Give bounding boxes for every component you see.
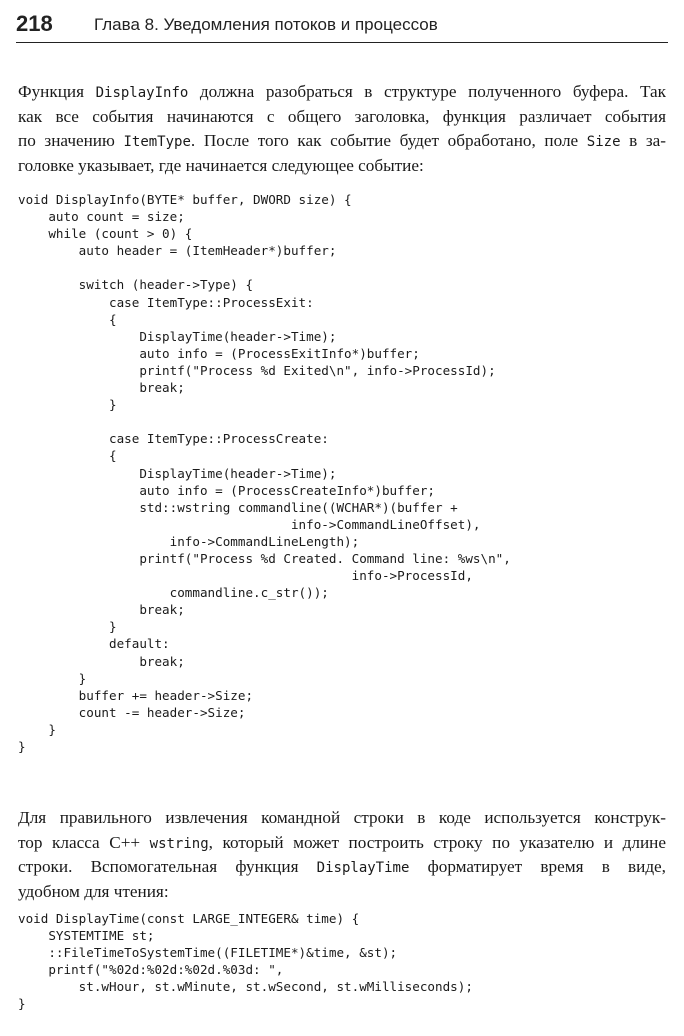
code-line: } <box>18 739 26 754</box>
code-line: { <box>18 311 117 327</box>
inline-code: wstring <box>149 835 209 852</box>
paragraph-line <box>18 831 666 856</box>
code-line: void DisplayInfo(BYTE* buffer, DWORD size) { <box>18 192 352 207</box>
code-line: auto header = (ItemHeader*)buffer; <box>18 243 337 259</box>
text-run: по значению <box>18 131 124 150</box>
code-line: commandline.c_str()); <box>18 585 329 601</box>
text-run: Для правильного извлечения командной строки в коде используется конструк- <box>18 808 666 827</box>
code-line: auto count = size; <box>18 209 185 225</box>
inline-code: Size <box>586 134 621 150</box>
paragraph-line <box>18 880 666 905</box>
text-run: строки. Вспомогательная функция <box>18 857 317 876</box>
code-line: printf("Process %d Created. Command line: %ws\n", <box>18 550 511 566</box>
code-line <box>18 413 668 430</box>
text-run: головке указывает, где начинается следующее событие: <box>18 155 424 175</box>
code-line: info->ProcessId, <box>18 568 473 584</box>
code-line: st.wHour, st.wMinute, st.wSecond, st.wMilliseconds); <box>18 979 473 995</box>
code-line: printf("%02d:%02d:%02d.%03d: ", <box>18 962 284 978</box>
code-line: std::wstring commandline((WCHAR*)(buffer + <box>18 499 458 515</box>
code-line: count -= header->Size; <box>18 704 246 720</box>
code-line: } <box>18 397 117 413</box>
code-line: DisplayTime(header->Time); <box>18 328 337 344</box>
text-run: тор класса C++ <box>18 832 150 852</box>
text-run: должна разобраться в структуре полученного буфера. Так <box>188 82 666 101</box>
code-line: info->CommandLineLength); <box>18 533 360 549</box>
code-line: } <box>18 670 87 686</box>
code-line: SYSTEMTIME st; <box>18 928 155 944</box>
inline-code: DisplayTime <box>316 860 410 876</box>
code-line: break; <box>18 380 185 396</box>
text-run: как все события начинаются с общего заголовка, функция различает события <box>18 106 666 126</box>
paragraph-intro <box>18 80 666 178</box>
code-block-display-time <box>18 910 668 1013</box>
code-line: default: <box>18 636 170 652</box>
code-line: } <box>18 996 26 1012</box>
code-line: while (count > 0) { <box>18 226 193 242</box>
paragraph-line <box>18 105 666 130</box>
text-run: форматирует время в виде, <box>409 857 666 876</box>
code-line: void DisplayTime(const LARGE_INTEGER& time) { <box>18 911 360 926</box>
code-line: case ItemType::ProcessCreate: <box>18 431 329 447</box>
text-run: в за- <box>620 131 666 150</box>
code-line: switch (header->Type) { <box>18 277 254 293</box>
code-line: info->CommandLineOffset), <box>18 516 481 532</box>
text-run: удобном для чтения: <box>18 881 169 901</box>
inline-code: DisplayInfo <box>95 85 189 101</box>
paragraph-line <box>18 806 666 831</box>
code-line: } <box>18 619 117 635</box>
text-run: , который может построить строку по указателю и длине <box>208 832 666 852</box>
code-line: case ItemType::ProcessExit: <box>18 294 314 310</box>
code-line: } <box>18 721 56 737</box>
code-line: auto info = (ProcessExitInfo*)buffer; <box>18 345 420 361</box>
chapter-title: Глава 8. Уведомления потоков и процессов <box>94 15 438 34</box>
code-line: break; <box>18 653 185 669</box>
paragraph-line <box>18 129 666 154</box>
text-run: Функция <box>18 82 96 101</box>
code-line: printf("Process %d Exited\n", info->ProcessId); <box>18 362 496 378</box>
code-block-display-info <box>18 191 668 755</box>
code-line: break; <box>18 602 185 618</box>
inline-code: ItemType <box>123 134 191 150</box>
code-line: auto info = (ProcessCreateInfo*)buffer; <box>18 482 436 498</box>
code-line: ::FileTimeToSystemTime((FILETIME*)&time, &st); <box>18 945 398 961</box>
code-line <box>18 259 668 276</box>
paragraph-line <box>18 855 666 880</box>
code-line: { <box>18 448 117 464</box>
text-run: . После того как событие будет обработано, поле <box>190 131 587 150</box>
code-line: DisplayTime(header->Time); <box>18 465 337 481</box>
page-number: 218 <box>16 11 53 36</box>
paragraph-wstring <box>18 806 666 904</box>
paragraph-line <box>18 154 666 179</box>
paragraph-line <box>18 80 666 105</box>
running-header <box>16 10 668 43</box>
code-line: buffer += header->Size; <box>18 687 254 703</box>
